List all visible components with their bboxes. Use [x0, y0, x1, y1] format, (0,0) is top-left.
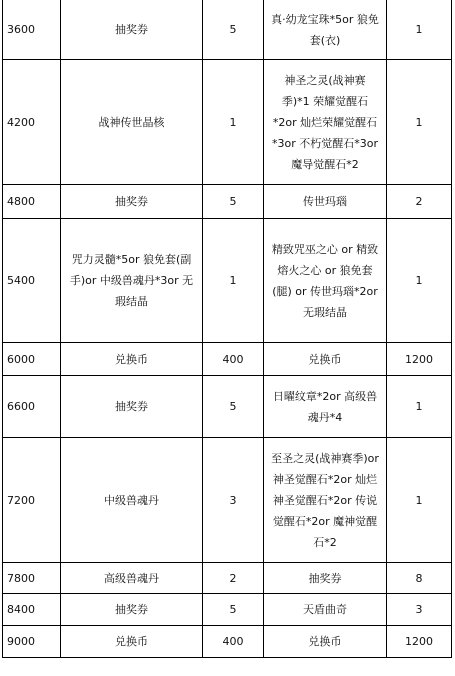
score-cell: 4200 [3, 60, 61, 185]
table-row [3, 626, 452, 658]
table-row [3, 563, 452, 594]
table-row [3, 376, 452, 438]
bonus-qty-cell: 1 [387, 438, 452, 563]
reward-item-cell: 抽奖券 [61, 185, 203, 219]
reward-qty-cell: 400 [203, 343, 264, 376]
bonus-item-cell: 神圣之灵(战神赛季)*1 荣耀觉醒石*2or 灿烂荣耀觉醒石*3or 不朽觉醒石*3or 魔导觉醒石*2 [264, 60, 387, 185]
reward-qty-cell: 400 [203, 626, 264, 658]
bonus-qty-cell: 1 [387, 376, 452, 438]
table-row [3, 343, 452, 376]
bonus-qty-cell: 3 [387, 594, 452, 626]
reward-qty-cell: 5 [203, 185, 264, 219]
bonus-item-cell: 日曜纹章*2or 高级兽魂丹*4 [264, 376, 387, 438]
bonus-item-cell: 传世玛瑙 [264, 185, 387, 219]
reward-qty-cell: 5 [203, 376, 264, 438]
reward-item-cell: 高级兽魂丹 [61, 563, 203, 594]
reward-item-cell: 兑换币 [61, 343, 203, 376]
bonus-item-cell: 抽奖券 [264, 563, 387, 594]
table-row [3, 219, 452, 343]
reward-qty-cell: 5 [203, 0, 264, 60]
score-cell: 8400 [3, 594, 61, 626]
reward-item-cell: 战神传世晶核 [61, 60, 203, 185]
table-row [3, 438, 452, 563]
bonus-item-cell: 精致咒巫之心 or 精致熔火之心 or 狼免套(腿) or 传世玛瑙*2or 无瑕结晶 [264, 219, 387, 343]
bonus-item-cell: 兑换币 [264, 343, 387, 376]
reward-item-cell: 抽奖券 [61, 594, 203, 626]
reward-item-cell: 中级兽魂丹 [61, 438, 203, 563]
reward-item-cell: 兑换币 [61, 626, 203, 658]
bonus-qty-cell: 8 [387, 563, 452, 594]
reward-item-cell: 咒力灵髓*5or 狼免套(副手)or 中级兽魂丹*3or 无瑕结晶 [61, 219, 203, 343]
score-cell: 5400 [3, 219, 61, 343]
reward-qty-cell: 2 [203, 563, 264, 594]
reward-qty-cell: 1 [203, 60, 264, 185]
bonus-item-cell: 真·幼龙宝珠*5or 狼免套(衣) [264, 0, 387, 60]
score-cell: 6000 [3, 343, 61, 376]
bonus-qty-cell: 2 [387, 185, 452, 219]
bonus-item-cell: 兑换币 [264, 626, 387, 658]
score-cell: 3600 [3, 0, 61, 60]
bonus-qty-cell: 1 [387, 0, 452, 60]
score-cell: 7200 [3, 438, 61, 563]
table-row [3, 185, 452, 219]
reward-qty-cell: 3 [203, 438, 264, 563]
bonus-qty-cell: 1200 [387, 343, 452, 376]
table-row [3, 60, 452, 185]
bonus-qty-cell: 1 [387, 219, 452, 343]
table-row [3, 594, 452, 626]
reward-item-cell: 抽奖券 [61, 0, 203, 60]
score-cell: 6600 [3, 376, 61, 438]
bonus-item-cell: 至圣之灵(战神赛季)or 神圣觉醒石*2or 灿烂神圣觉醒石*2or 传说觉醒石*2or 魔神觉醒石*2 [264, 438, 387, 563]
score-cell: 4800 [3, 185, 61, 219]
bonus-item-cell: 天盾曲奇 [264, 594, 387, 626]
reward-item-cell: 抽奖券 [61, 376, 203, 438]
table-row [3, 0, 452, 60]
reward-qty-cell: 5 [203, 594, 264, 626]
score-cell: 9000 [3, 626, 61, 658]
reward-qty-cell: 1 [203, 219, 264, 343]
reward-table [2, 0, 452, 658]
bonus-qty-cell: 1200 [387, 626, 452, 658]
score-cell: 7800 [3, 563, 61, 594]
bonus-qty-cell: 1 [387, 60, 452, 185]
